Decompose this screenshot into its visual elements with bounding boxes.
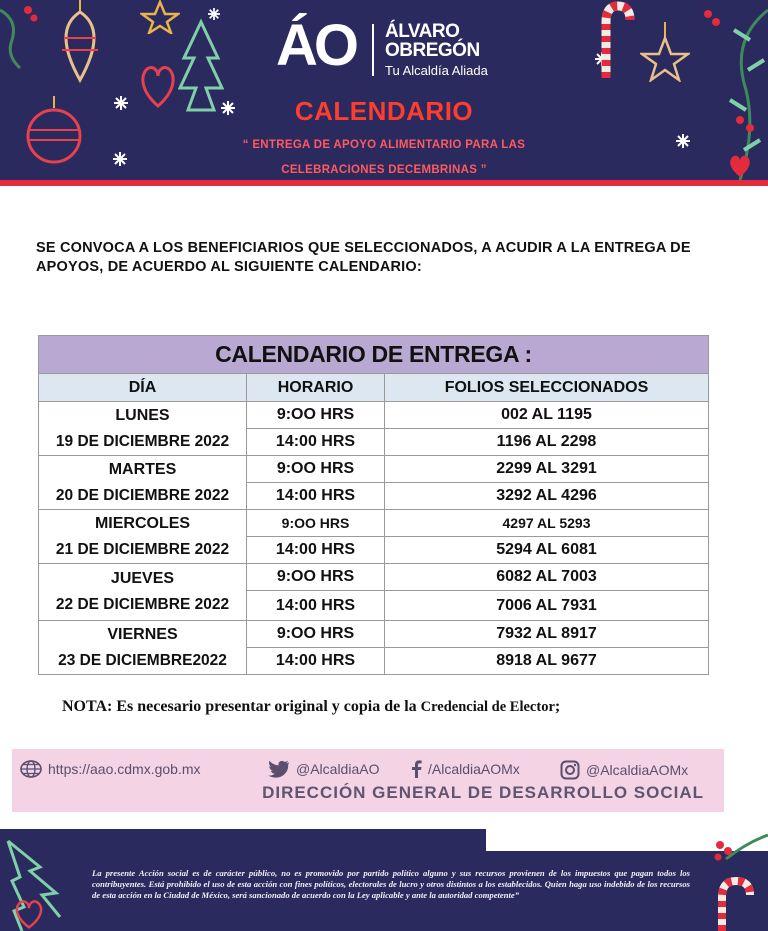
time-cell: 14:00 HRS: [247, 591, 385, 621]
star-icon: [640, 22, 690, 82]
column-header-dia: DÍA: [39, 374, 247, 402]
table-title: CALENDARIO DE ENTREGA :: [39, 336, 709, 374]
table-row: [39, 510, 709, 537]
nota-prefix: NOTA: Es necesario presentar original y copia de la: [62, 698, 421, 715]
column-header-horario: HORARIO: [247, 374, 385, 402]
direccion-general-label: DIRECCIÓN GENERAL DE DESARROLLO SOCIAL: [262, 783, 704, 802]
folios-cell: 8918 AL 9677: [385, 648, 709, 675]
nota-text: [62, 698, 560, 716]
website-url: https://aao.cdmx.gob.mx: [48, 761, 201, 777]
star-icon: [140, 0, 180, 34]
footer-banner: [0, 829, 768, 931]
day-date: 22 DE DICIEMBRE 2022: [55, 596, 230, 613]
nota-credential: Credencial de Elector: [420, 699, 555, 715]
table-title-row: [39, 336, 709, 374]
table-row: [39, 621, 709, 648]
time-cell: 14:00 HRS: [247, 537, 385, 564]
time-cell: 14:00 HRS: [247, 483, 385, 510]
header-divider: [0, 180, 768, 186]
header-banner: [0, 0, 768, 186]
heart-icon: [14, 897, 44, 929]
convocation-text: SE CONVOCA A LOS BENEFICIARIOS QUE SELECCIONADOS, A ACUDIR A LA ENTREGA DE APOYOS, DE ACUERDO AL SIGUIENTE CALENDARIO:: [36, 240, 691, 275]
folios-cell: 1196 AL 2298: [385, 429, 709, 456]
holly-icon: [0, 0, 40, 70]
ornament-icon: [50, 0, 110, 85]
subtitle-line-2: CELEBRACIONES DECEMBRINAS ”: [281, 164, 487, 176]
page-title: CALENDARIO: [294, 96, 474, 126]
folios-cell: 7006 AL 7931: [385, 591, 709, 621]
instagram-icon: [560, 760, 580, 780]
logo-tagline: Tu Alcaldía Aliada: [385, 63, 488, 78]
day-date: 23 DE DICIEMBRE2022: [58, 651, 227, 669]
time-cell: 9:OO HRS: [247, 564, 385, 591]
candy-cane-icon: [708, 871, 758, 931]
day-name: LUNES: [115, 406, 170, 424]
day-date: 21 DE DICIEMBRE 2022: [55, 540, 230, 558]
facebook-link[interactable]: [410, 760, 520, 778]
legal-disclaimer: La presente Acción social es de carácter público, no es promovido por partido político alguno y sus recursos provienen de los impuestos que pagan todos los contribuyentes. Está prohibido el uso de esta acción con fines políticos, electorales de lucro y otros distintos a los establecidos. Quien haga uso indebido de los recursos de esta acción en la Ciudad de México, será sancionado de acuerdo con la Ley aplicable y ante la autoridad competente”: [92, 868, 690, 900]
snowflake-icon: [208, 8, 220, 20]
facebook-icon: [410, 760, 422, 778]
folios-cell: 4297 AL 5293: [385, 510, 709, 537]
twitter-handle: @AlcaldiaAO: [296, 761, 380, 777]
day-name: MIERCOLES: [94, 514, 191, 532]
instagram-handle: @AlcaldiaAOMx: [586, 762, 689, 778]
table-row: [39, 402, 709, 429]
column-header-folios: FOLIOS SELECCIONADOS: [385, 374, 709, 402]
contact-box: [12, 749, 724, 812]
folios-cell: 3292 AL 4296: [385, 483, 709, 510]
day-cell: [39, 564, 247, 621]
facebook-handle: /AlcaldiaAOMx: [428, 761, 520, 777]
alcaldia-logo-mark: ÁO: [276, 13, 355, 78]
day-name: VIERNES: [107, 625, 178, 643]
folios-cell: 002 AL 1195: [385, 402, 709, 429]
table-row: [39, 456, 709, 483]
time-cell: 9:OO HRS: [247, 510, 385, 537]
logo-line-1: ÁLVARO: [385, 21, 460, 42]
alcaldia-logo-text: [385, 22, 488, 79]
holly-icon: [706, 829, 768, 869]
day-cell: [39, 456, 247, 510]
website-link[interactable]: [20, 760, 201, 778]
time-cell: 14:00 HRS: [247, 429, 385, 456]
day-cell: [39, 510, 247, 564]
twitter-icon: [268, 760, 290, 778]
folios-cell: 6082 AL 7003: [385, 564, 709, 591]
folios-cell: 5294 AL 6081: [385, 537, 709, 564]
logo-divider: [372, 24, 374, 76]
time-cell: 9:OO HRS: [247, 621, 385, 648]
table-header-row: [39, 374, 709, 402]
day-date: 20 DE DICIEMBRE 2022: [55, 486, 230, 504]
subtitle-line-1: “ ENTREGA DE APOYO ALIMENTARIO PARA LAS: [242, 139, 526, 151]
delivery-calendar-table: [38, 335, 709, 675]
day-name: JUEVES: [110, 570, 175, 587]
twitter-link[interactable]: [268, 760, 379, 778]
logo-line-2: OBREGÓN: [385, 40, 480, 61]
day-cell: [39, 402, 247, 456]
day-cell: [39, 621, 247, 675]
globe-icon: [20, 760, 42, 778]
nota-suffix: ;: [554, 698, 561, 715]
folios-cell: 7932 AL 8917: [385, 621, 709, 648]
candy-cane-icon: [594, 0, 636, 80]
day-date: 19 DE DICIEMBRE 2022: [55, 432, 230, 450]
folios-cell: 2299 AL 3291: [385, 456, 709, 483]
table-row: [39, 564, 709, 591]
time-cell: 9:OO HRS: [247, 456, 385, 483]
day-name: MARTES: [108, 460, 177, 478]
time-cell: 9:OO HRS: [247, 402, 385, 429]
time-cell: 14:00 HRS: [247, 648, 385, 675]
instagram-link[interactable]: [560, 760, 688, 780]
